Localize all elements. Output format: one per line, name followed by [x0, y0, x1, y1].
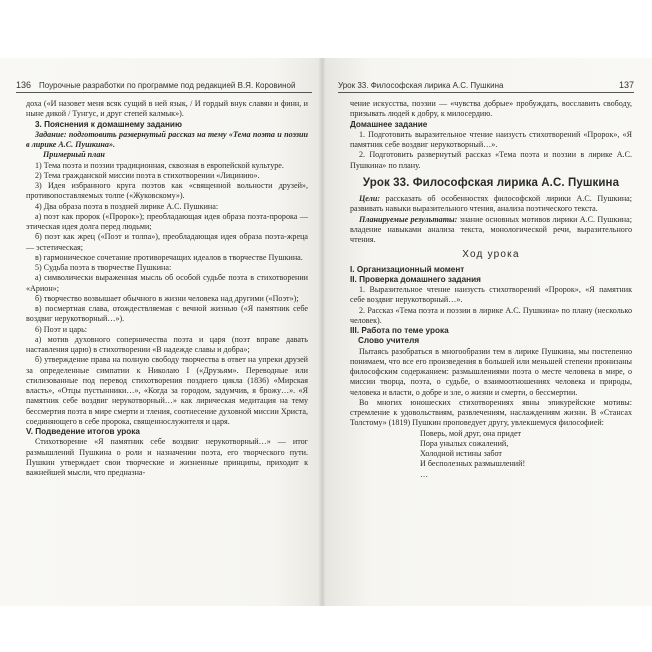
left-line: б) утверждение права на полную свободу творчества в ответ на упреки друзей за определенные симпатии к Николаю I («Друзьям». Переводные или стилизованные под перевод стихотворения позднего цикла (1836) «Мирская власть», «Отцы пустынники…», «Когда за городом, задумчив, я брожу…». «Я памятник себе воздвиг нерукотворный…» как лирическая медитация на тему бессмертия поэта в мире смерти и тления, соотнесение духовной миссии Христа, соединяющего в себе пророка, священнослужителя и царя.	[26, 355, 308, 426]
left-line: б) творчество возвышает обычного в жизни человека над другими («Поэт»);	[35, 293, 299, 303]
left-page	[0, 58, 322, 606]
poem-line: И бесполезных размышлений!	[420, 459, 526, 469]
book-gutter-shadow	[318, 58, 326, 606]
left-header-title: Поурочные разработки по программе под редакцией В.Я. Коровиной	[39, 80, 296, 90]
results-paragraph	[350, 215, 632, 246]
left-line: 4) Два образа поэта в поздней лирике А.С. Пушкина:	[35, 201, 219, 211]
left-line: 1) Тема поэта и поэзии традиционная, сквозная в европейской культуре.	[35, 160, 284, 170]
left-line: а) мотив духовного соперничества поэта и царя (поэт вправе давать наставления царю) в стихотворении «В надежде славы и добра»;	[26, 334, 308, 354]
left-line: доха («И назовет меня всяк сущий в ней язык, / И гордый внук славян и финн, и ныне дикой / Тунгус, и друг степей калмык»).	[26, 99, 308, 119]
poem-line: Пора унылых сожалений,	[420, 438, 509, 448]
left-line: 2) Тема гражданской миссии поэта в стихотворении «Лицинию».	[35, 170, 260, 180]
homework-item: 1. Подготовить выразительное чтение наизусть стихотворений «Пророк», «Я памятник себе воздвиг нерукотворный…».	[350, 129, 632, 149]
poem-quote	[420, 429, 632, 480]
right-page-number: 137	[618, 80, 634, 90]
lesson-title: Урок 33. Философская лирика А.С. Пушкина	[362, 176, 620, 189]
goals-paragraph	[350, 194, 632, 215]
left-line: 6) Поэт и царь:	[35, 324, 88, 334]
results-text: знание основных мотивов лирики А.С. Пушкина; владение навыками анализа текста, монологической речи, выразительного чтения.	[350, 214, 632, 244]
right-intro: чение искусства, поэзии — «чувства добрые» пробуждать, восславить свободу, призывать людей к добру, к милосердию.	[350, 99, 632, 119]
goals-text: рассказать об особенностях философской лирики А.С. Пушкина; развивать навыки выразительного чтения, анализа поэтического текста.	[350, 194, 632, 214]
left-heading-homework-explanation: 3. Пояснения к домашнему заданию	[35, 119, 182, 129]
course-of-lesson-heading: Ход урока	[462, 249, 520, 261]
homework-heading: Домашнее задание	[350, 119, 428, 129]
left-page-body	[26, 99, 308, 478]
left-running-header	[16, 80, 312, 90]
right-header-title: Урок 33. Философская лирика А.С. Пушкина	[338, 80, 504, 90]
right-page	[322, 58, 652, 606]
left-line: 5) Судьба поэта в творчестве Пушкина:	[35, 263, 172, 272]
right-header-rule	[338, 92, 634, 93]
right-page-body	[350, 99, 632, 480]
check-item: 2. Рассказ «Тема поэта и поэзии в лирике А.С. Пушкина» по плану (несколько человек).	[350, 305, 632, 325]
body-paragraph: Во многих юношеских стихотворениях явны эпикурейские мотивы: стремление к удовольствиям, развлечениям, наслаждениям жизни. В «Стансах Толстому» (1819) Пушкин проповедует другу, увлекшемуся философией:	[350, 397, 632, 428]
left-line: в) гармоническое сочетание противоречащих идеалов в творчестве Пушкина.	[35, 252, 303, 262]
left-line: в) посмертная слава, отождествляемая с вечной жизнью («Я памятник себе воздвиг нерукотворный…»).	[26, 304, 308, 324]
poem-line: Холодной истины забот	[420, 449, 502, 458]
body-paragraph: Пытаясь разобраться в многообразии тем в лирике Пушкина, мы постепенно понимаем, что все его произведения в большей или меньшей степени пронизаны философским содержанием: размышлениями поэта о месте человека в мире, о миссии творца, поэта, о судьбе, о взаимоотношениях человека и природы, человека и власти, о добре и зле, о жизни и смерти, о бессмертии.	[350, 346, 632, 397]
left-line: а) символически выраженная мысль об особой судьбе поэта в стихотворении «Арион»;	[26, 273, 308, 293]
poem-line: …	[420, 469, 429, 479]
left-line	[26, 130, 308, 151]
left-page-number: 136	[16, 80, 32, 90]
left-plan-heading: Примерный план	[43, 150, 105, 160]
open-book-spread	[0, 58, 652, 606]
homework-item: 2. Подготовить развернутый рассказ «Тема поэта и поэзии в лирике А.С. Пушкина» по плану.	[350, 150, 632, 170]
left-line: а) поэт как пророк («Пророк»); преобладающая идея образа поэта-пророка — этическая идея долга перед людьми;	[26, 211, 308, 231]
left-line: Стихотворение «Я памятник себе воздвиг нерукотворный…» — итог размышлений Пушкина о роли и назначении поэта, его творческого пути. Пушкин утверждает свои творческие и жизненные принципы, приходит к важнейшей мысли, что предназна-	[26, 437, 308, 477]
results-label: Планируемые результаты:	[359, 214, 458, 224]
left-header-rule	[16, 92, 312, 93]
left-line: б) поэт как жрец («Поэт и толпа»), преобладающая идея образа поэта-жреца — эстетическая;	[26, 232, 308, 252]
poem-line: Поверь, мой друг, она придет	[420, 428, 522, 438]
left-task-label: Задание: подготовить развернутый рассказ на тему «Тема поэта и поэзии в лирике А.С. Пушкина».	[26, 129, 308, 149]
left-line: 3) Идея избранного круга поэтов как «священной вольности друзей», противопоставляемых толпе («Жуковскому»).	[26, 181, 308, 201]
right-running-header	[338, 80, 634, 90]
goals-label: Цели:	[359, 194, 381, 203]
section-homework-check: II. Проверка домашнего задания	[350, 274, 481, 284]
teacher-word-heading: Слово учителя	[358, 336, 420, 346]
check-item: 1. Выразительное чтение наизусть стихотворений «Пророк», «Я памятник себе воздвиг нерукотворный…».	[350, 285, 632, 305]
section-topic-work: III. Работа по теме урока	[350, 326, 449, 335]
left-heading-summary: V. Подведение итогов урока	[26, 427, 140, 436]
section-organizational: I. Организационный момент	[350, 264, 465, 274]
